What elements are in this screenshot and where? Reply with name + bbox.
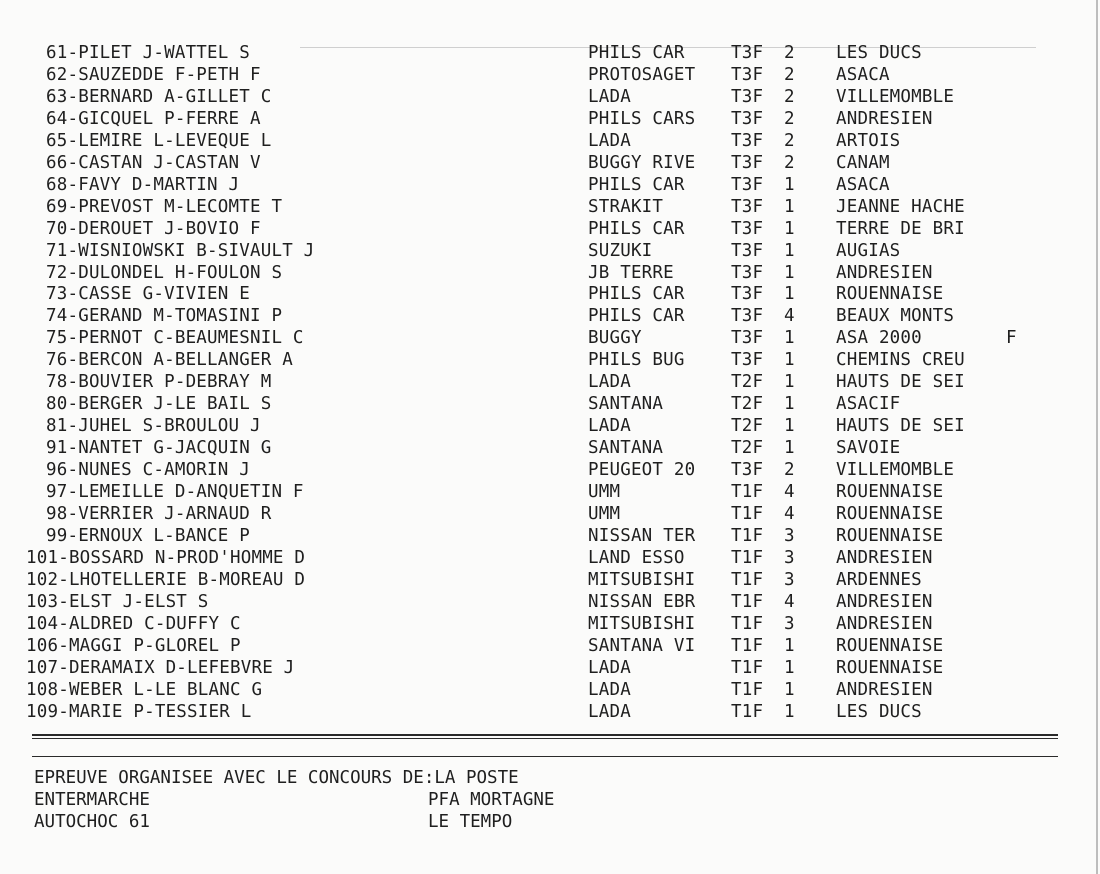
entry-crew: 78-BOUVIER P-DEBRAY M: [46, 372, 272, 393]
entry-club: TERRE DE BRI: [836, 218, 965, 239]
entry-row: [0, 327, 1060, 349]
entry-row: [0, 174, 1060, 196]
entry-group: 4: [784, 503, 795, 524]
entry-car: SANTANA: [588, 394, 664, 415]
divider-rule-bottom: [32, 756, 1058, 757]
entry-crew: 91-NANTET G-JACQUIN G: [46, 438, 272, 459]
entry-car: UMM: [588, 482, 621, 502]
entry-class: T3F: [731, 350, 764, 371]
entry-car: PHILS CAR: [588, 284, 685, 305]
entry-class: T2F: [731, 416, 764, 437]
entry-club: ANDRESIEN: [836, 547, 933, 568]
entry-row: [0, 481, 1060, 503]
entry-row: [0, 218, 1060, 240]
entry-class: T1F: [731, 635, 764, 656]
entry-crew: 72-DULONDEL H-FOULON S: [46, 262, 283, 283]
entry-class: T3F: [731, 328, 764, 349]
entry-club: ANDRESIEN: [836, 262, 933, 283]
entry-class: T2F: [731, 438, 764, 459]
entry-group: 2: [784, 460, 795, 481]
entry-row: [0, 262, 1060, 284]
divider-rule-top-thin: [32, 738, 1058, 739]
entry-group: 1: [784, 328, 795, 349]
entry-club: VILLEMOMBLE: [836, 86, 955, 107]
entry-group: 1: [784, 701, 795, 722]
entry-group: 3: [784, 525, 795, 546]
entry-car: BUGGY RIVE: [588, 152, 696, 173]
entry-crew: 70-DEROUET J-BOVIO F: [46, 218, 261, 239]
entry-club: ANDRESIEN: [836, 613, 933, 634]
entry-row: [0, 701, 1060, 723]
entry-car: LADA: [588, 86, 631, 107]
entry-row: [0, 64, 1060, 86]
entry-crew: 73-CASSE G-VIVIEN E: [46, 284, 250, 305]
entry-car: PEUGEOT 20: [588, 460, 696, 481]
entry-club: ARTOIS: [836, 130, 901, 151]
entry-car: PROTOSAGET: [588, 64, 696, 85]
entry-car: LADA: [588, 416, 631, 437]
entry-group: 1: [784, 284, 795, 305]
entry-group: 1: [784, 240, 795, 261]
entry-class: T3F: [731, 130, 764, 151]
entry-club: CHEMINS CREU: [836, 350, 965, 371]
entry-car: LADA: [588, 701, 631, 722]
entry-row: [0, 240, 1060, 262]
entry-row: [0, 42, 1060, 64]
entry-group: 1: [784, 657, 795, 678]
entry-row: [0, 305, 1060, 327]
entry-row: [0, 459, 1060, 481]
entry-club: AUGIAS: [836, 240, 901, 261]
entry-class: T3F: [731, 284, 764, 305]
entry-club: ROUENNAISE: [836, 525, 944, 546]
entry-group: 4: [784, 306, 795, 327]
entry-class: T3F: [731, 43, 764, 63]
entry-row: [0, 613, 1060, 635]
entry-crew: 75-PERNOT C-BEAUMESNIL C: [46, 328, 304, 349]
entry-class: T3F: [731, 64, 764, 85]
entry-club: ANDRESIEN: [836, 591, 933, 612]
entry-club: ROUENNAISE: [836, 657, 944, 678]
entry-club: LES DUCS: [836, 43, 922, 63]
entry-crew: 81-JUHEL S-BROULOU J: [46, 416, 261, 437]
entry-class: T3F: [731, 108, 764, 129]
entry-group: 4: [784, 591, 795, 612]
entry-car: NISSAN TER: [588, 525, 696, 546]
entry-group: 4: [784, 482, 795, 502]
entry-club: ROUENNAISE: [836, 635, 944, 656]
footer-sponsor-right-2: LE TEMPO: [428, 812, 513, 832]
entry-car: LADA: [588, 657, 631, 678]
entry-row: [0, 86, 1060, 108]
entry-row: [0, 130, 1060, 152]
entry-group: 2: [784, 130, 795, 151]
entry-class: T3F: [731, 460, 764, 481]
entry-club: BEAUX MONTS: [836, 306, 955, 327]
entry-group: 1: [784, 196, 795, 217]
footer-organised-text: EPREUVE ORGANISEE AVEC LE CONCOURS DE:LA POSTE: [34, 768, 519, 788]
entry-car: LADA: [588, 679, 631, 700]
entry-crew: 63-BERNARD A-GILLET C: [46, 86, 272, 107]
entry-group: 1: [784, 394, 795, 415]
entry-car: SUZUKI: [588, 240, 653, 261]
entry-club: VILLEMOMBLE: [836, 460, 955, 481]
entry-class: T1F: [731, 591, 764, 612]
entry-crew: 74-GERAND M-TOMASINI P: [46, 306, 283, 327]
entry-crew: 71-WISNIOWSKI B-SIVAULT J: [46, 240, 315, 261]
entry-crew: 61-PILET J-WATTEL S: [46, 43, 250, 63]
entry-group: 2: [784, 108, 795, 129]
entry-class: T3F: [731, 240, 764, 261]
entry-crew: 109-MARIE P-TESSIER L: [26, 701, 252, 722]
entry-class: T1F: [731, 503, 764, 524]
entry-club: ARDENNES: [836, 569, 922, 590]
entry-club: ASACIF: [836, 394, 901, 415]
entry-car: LADA: [588, 130, 631, 151]
entry-class: T1F: [731, 569, 764, 590]
entry-group: 2: [784, 64, 795, 85]
entry-row: [0, 591, 1060, 613]
entry-crew: 66-CASTAN J-CASTAN V: [46, 152, 261, 173]
entry-crew: 97-LEMEILLE D-ANQUETIN F: [46, 482, 304, 502]
entry-group: 1: [784, 174, 795, 195]
entry-class: T3F: [731, 262, 764, 283]
entry-class: T1F: [731, 679, 764, 700]
entry-club: ANDRESIEN: [836, 679, 933, 700]
page-edge: [1096, 0, 1098, 874]
entry-group: 1: [784, 218, 795, 239]
entry-group: 2: [784, 43, 795, 63]
entry-club: CANAM: [836, 152, 890, 173]
footer-sponsor-left-1: ENTERMARCHE: [34, 790, 150, 810]
entry-group: 1: [784, 635, 795, 656]
entry-car: UMM: [588, 503, 621, 524]
entry-group: 1: [784, 438, 795, 459]
entry-crew: 62-SAUZEDDE F-PETH F: [46, 64, 261, 85]
entry-row: [0, 152, 1060, 174]
entry-row: [0, 393, 1060, 415]
entry-car: MITSUBISHI: [588, 569, 696, 590]
entry-car: SANTANA VI: [588, 635, 696, 656]
entry-row: [0, 437, 1060, 459]
entry-row: [0, 547, 1060, 569]
entry-row: [0, 569, 1060, 591]
entry-group: 1: [784, 372, 795, 393]
entry-group: 1: [784, 262, 795, 283]
entry-club: ASACA: [836, 64, 890, 85]
entry-club: ROUENNAISE: [836, 284, 944, 305]
entry-car: PHILS CAR: [588, 218, 685, 239]
entry-club: ROUENNAISE: [836, 503, 944, 524]
entry-group: 1: [784, 416, 795, 437]
entry-group: 3: [784, 569, 795, 590]
entry-crew: 102-LHOTELLERIE B-MOREAU D: [26, 569, 306, 590]
entry-class: T3F: [731, 86, 764, 107]
entry-row: [0, 679, 1060, 701]
divider-rule-top: [32, 734, 1058, 736]
entry-club: JEANNE HACHE: [836, 196, 965, 217]
entry-class: T3F: [731, 152, 764, 173]
entry-class: T2F: [731, 372, 764, 393]
entry-class: T2F: [731, 394, 764, 415]
entry-group: 3: [784, 547, 795, 568]
entry-class: T3F: [731, 174, 764, 195]
entry-car: PHILS BUG: [588, 350, 685, 371]
entry-crew: 98-VERRIER J-ARNAUD R: [46, 503, 272, 524]
entry-class: T1F: [731, 525, 764, 546]
entry-class: T1F: [731, 701, 764, 722]
entry-class: T3F: [731, 306, 764, 327]
entry-row: [0, 196, 1060, 218]
entry-crew: 106-MAGGI P-GLOREL P: [26, 635, 241, 656]
entry-extra: F: [1006, 328, 1017, 349]
entry-car: NISSAN EBR: [588, 591, 696, 612]
entry-crew: 104-ALDRED C-DUFFY C: [26, 613, 241, 634]
entry-group: 3: [784, 613, 795, 634]
entry-crew: 99-ERNOUX L-BANCE P: [46, 525, 250, 546]
entry-club: ANDRESIEN: [836, 108, 933, 129]
entry-group: 1: [784, 679, 795, 700]
entry-row: [0, 108, 1060, 130]
entry-crew: 103-ELST J-ELST S: [26, 591, 209, 612]
entry-group: 1: [784, 350, 795, 371]
entry-crew: 68-FAVY D-MARTIN J: [46, 174, 240, 195]
entry-car: PHILS CAR: [588, 306, 685, 327]
entry-car: SANTANA: [588, 438, 664, 459]
entry-row: [0, 525, 1060, 547]
entry-club: ASA 2000: [836, 328, 922, 349]
entry-club: LES DUCS: [836, 701, 922, 722]
entry-row: [0, 635, 1060, 657]
entry-club: HAUTS DE SEI: [836, 416, 965, 437]
entry-crew: 108-WEBER L-LE BLANC G: [26, 679, 263, 700]
entry-car: BUGGY: [588, 328, 642, 349]
entry-crew: 69-PREVOST M-LECOMTE T: [46, 196, 283, 217]
entry-club: SAVOIE: [836, 438, 901, 459]
entry-car: PHILS CAR: [588, 174, 685, 195]
entry-class: T1F: [731, 482, 764, 502]
entry-crew: 76-BERCON A-BELLANGER A: [46, 350, 293, 371]
entry-row: [0, 371, 1060, 393]
entry-car: PHILS CARS: [588, 108, 696, 129]
entry-club: ROUENNAISE: [836, 482, 944, 502]
entry-crew: 101-BOSSARD N-PROD'HOMME D: [26, 547, 306, 568]
footer-sponsor-left-2: AUTOCHOC 61: [34, 812, 150, 832]
entry-car: LADA: [588, 372, 631, 393]
entry-class: T3F: [731, 218, 764, 239]
entry-crew: 80-BERGER J-LE BAIL S: [46, 394, 272, 415]
entry-group: 2: [784, 152, 795, 173]
entry-group: 2: [784, 86, 795, 107]
entry-class: T1F: [731, 657, 764, 678]
entry-crew: 96-NUNES C-AMORIN J: [46, 460, 250, 481]
entry-row: [0, 657, 1060, 679]
entry-car: LAND ESSO: [588, 547, 685, 568]
entry-club: HAUTS DE SEI: [836, 372, 965, 393]
entry-car: PHILS CAR: [588, 43, 685, 63]
entry-club: ASACA: [836, 174, 890, 195]
entry-class: T1F: [731, 613, 764, 634]
entry-row: [0, 349, 1060, 371]
entry-row: [0, 503, 1060, 525]
entry-crew: 107-DERAMAIX D-LEFEBVRE J: [26, 657, 295, 678]
footer-sponsor-right-1: PFA MORTAGNE: [428, 790, 555, 810]
entry-crew: 65-LEMIRE L-LEVEQUE L: [46, 130, 272, 151]
entry-car: JB TERRE: [588, 262, 674, 283]
entry-car: STRAKIT: [588, 196, 664, 217]
entry-car: MITSUBISHI: [588, 613, 696, 634]
entry-row: [0, 283, 1060, 305]
entry-class: T1F: [731, 547, 764, 568]
entry-crew: 64-GICQUEL P-FERRE A: [46, 108, 261, 129]
entry-class: T3F: [731, 196, 764, 217]
entry-row: [0, 415, 1060, 437]
